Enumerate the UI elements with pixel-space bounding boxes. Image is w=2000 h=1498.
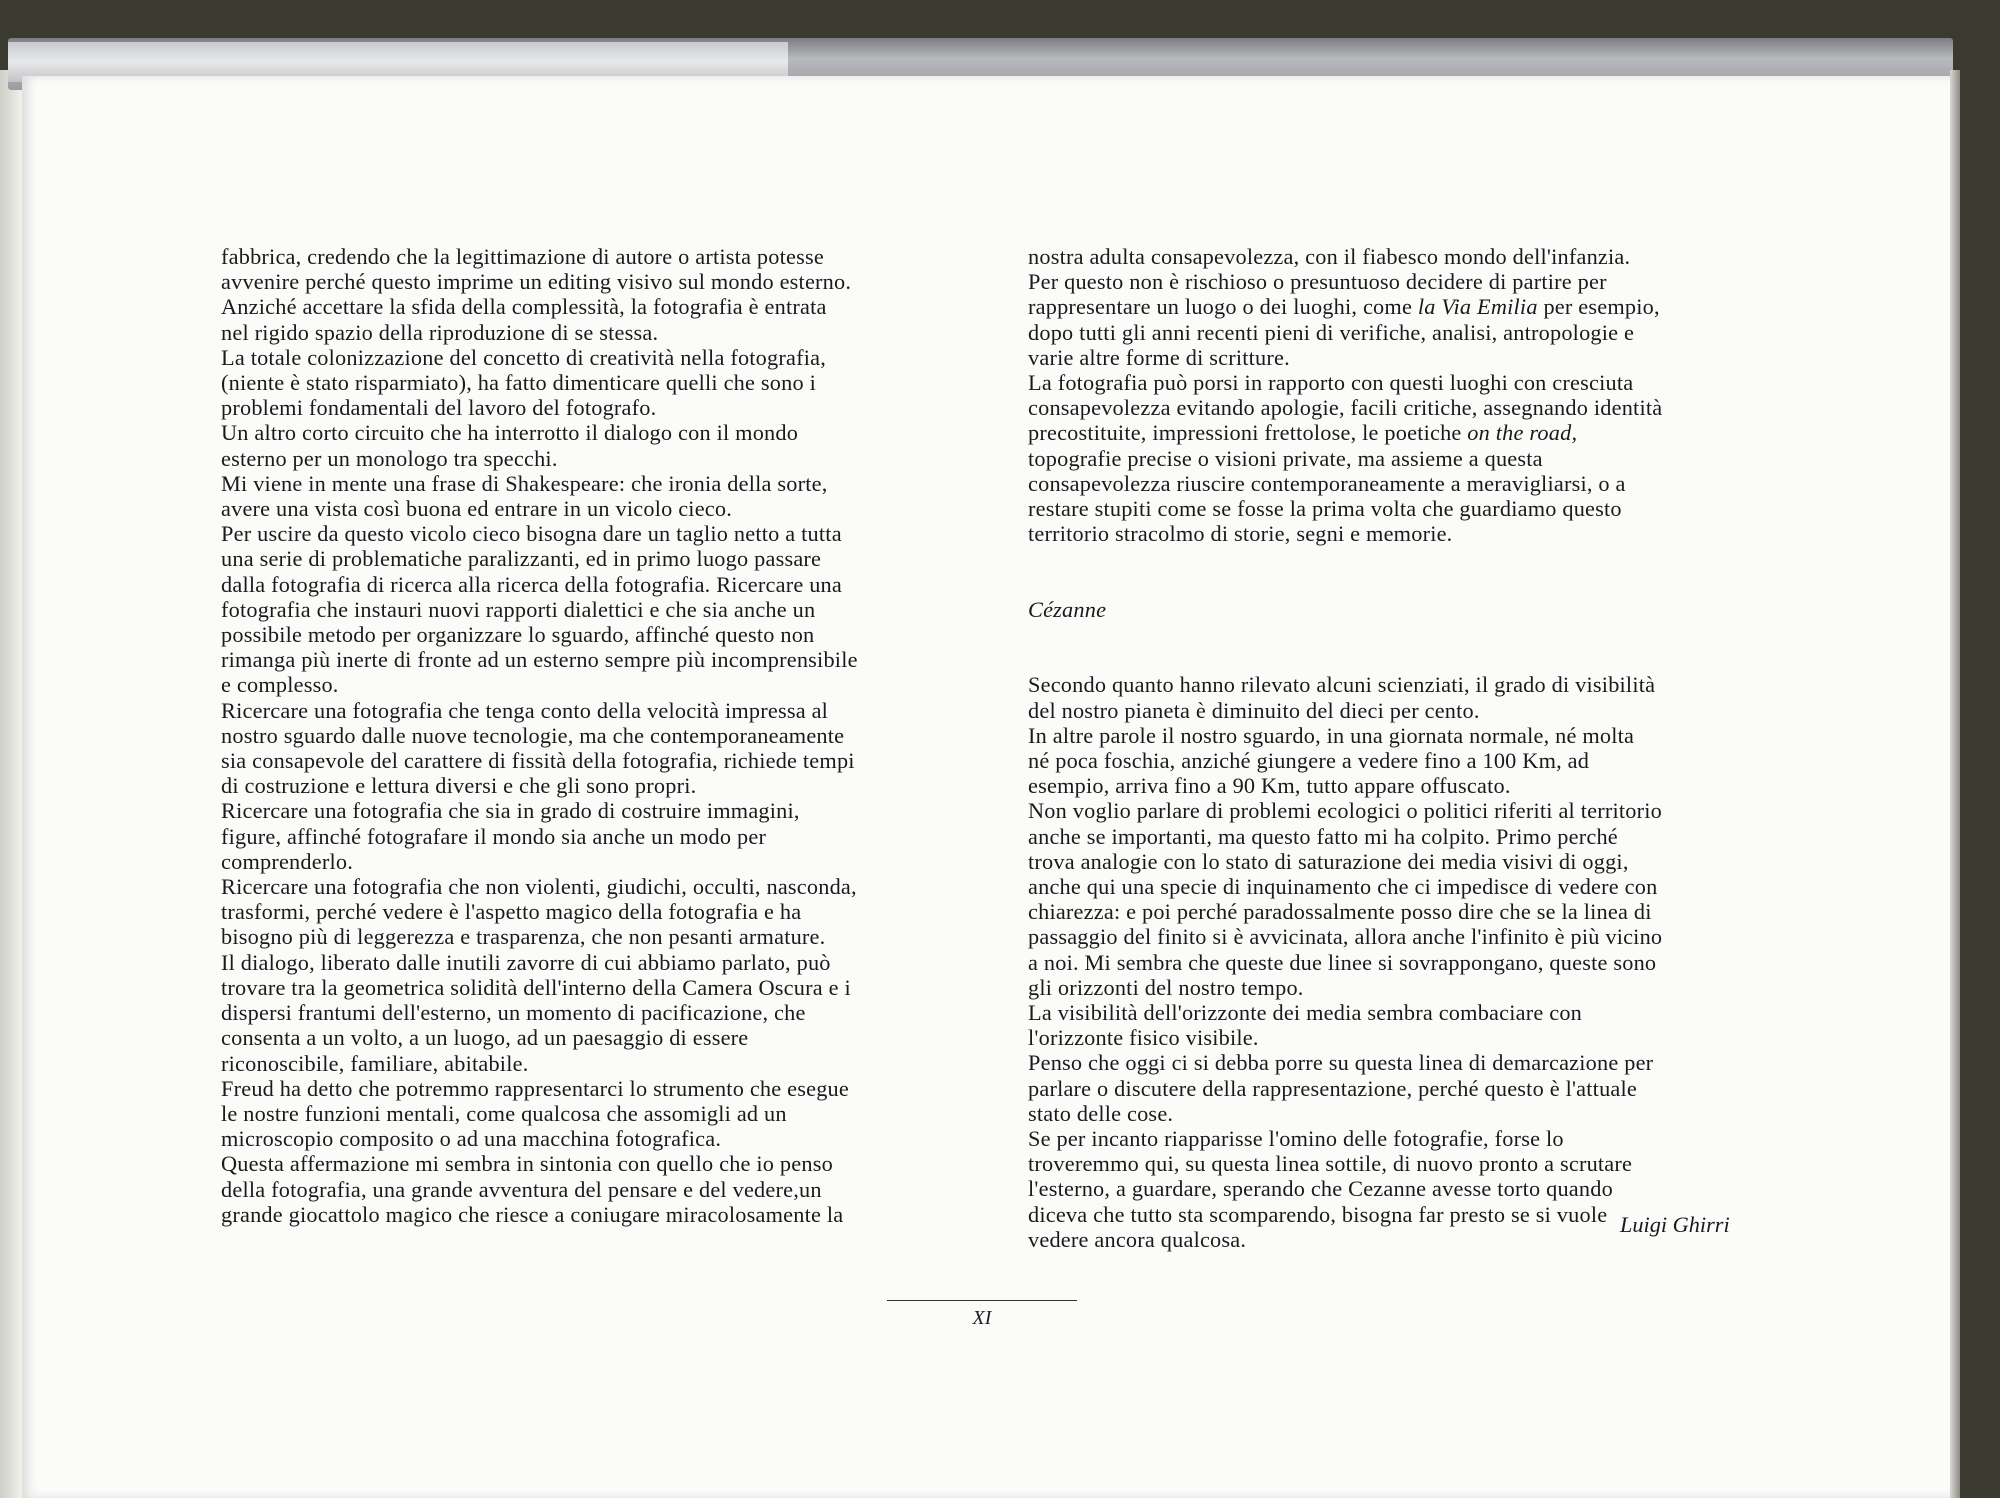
text-line: Freud ha detto che potremmo rappresentarci lo strumento che esegue bbox=[221, 1075, 849, 1101]
text-line: avere una vista così buona ed entrare in un vicolo cieco. bbox=[221, 496, 733, 522]
text-line: consapevolezza riuscire contemporaneamente a meravigliarsi, o a bbox=[1028, 470, 1626, 496]
text-line: l'esterno, a guardare, sperando che Cezanne avesse torto quando bbox=[1028, 1176, 1613, 1202]
text-line: Il dialogo, liberato dalle inutili zavorre di cui abbiamo parlato, può bbox=[221, 949, 831, 975]
text-line: Anziché accettare la sfida della complessità, la fotografia è entrata bbox=[221, 294, 827, 320]
facing-page-edge bbox=[0, 70, 24, 1498]
text-line: consenta a un volto, a un luogo, ad un paesaggio di essere bbox=[221, 1025, 749, 1051]
text-line: Mi viene in mente una frase di Shakespeare: che ironia della sorte, bbox=[221, 470, 828, 496]
text-line: nostra adulta consapevolezza, con il fiabesco mondo dell'infanzia. bbox=[1028, 244, 1631, 269]
text-line: Non voglio parlare di problemi ecologici o politici riferiti al territorio bbox=[1028, 798, 1662, 824]
text-line: Questa affermazione mi sembra in sintonia con quello che io penso bbox=[221, 1151, 833, 1177]
text-line: l'orizzonte fisico visibile. bbox=[1028, 1025, 1259, 1051]
right-column-bottom-text bbox=[1028, 672, 1788, 1252]
text-line: consapevolezza evitando apologie, facili critiche, assegnando identità bbox=[1028, 395, 1663, 421]
text-fragment: per esempio, bbox=[1537, 294, 1660, 320]
text-line: gli orizzonti del nostro tempo. bbox=[1028, 974, 1304, 1000]
text-line: le nostre funzioni mentali, come qualcosa che assomigli ad un bbox=[221, 1100, 787, 1126]
text-line: Se per incanto riapparisse l'omino delle fotografie, forse lo bbox=[1028, 1126, 1564, 1152]
text-line: dalla fotografia di ricerca alla ricerca della fotografia. Ricercare una bbox=[221, 571, 842, 597]
italic-title: la Via Emilia bbox=[1417, 294, 1538, 320]
text-line: parlare o discutere della rappresentazione, perché questo è l'attuale bbox=[1028, 1075, 1638, 1101]
text-line: passaggio del finito si è avvicinata, allora anche l'infinito è più vicino bbox=[1028, 924, 1663, 950]
text-line: diceva che tutto sta scomparendo, bisogna far presto se si vuole bbox=[1028, 1201, 1608, 1227]
text-line: Ricercare una fotografia che sia in grado di costruire immagini, bbox=[221, 798, 800, 824]
text-line: problemi fondamentali del lavoro del fotografo. bbox=[221, 395, 657, 421]
text-line: Per uscire da questo vicolo cieco bisogna dare un taglio netto a tutta bbox=[221, 521, 842, 547]
author-signature: Luigi Ghirri bbox=[1620, 1212, 1730, 1237]
text-line: territorio stracolmo di storie, segni e memorie. bbox=[1028, 521, 1453, 547]
text-line: trova analogie con lo stato di saturazione dei media visivi di oggi, bbox=[1028, 848, 1629, 874]
italic-title: on the road, bbox=[1467, 420, 1578, 446]
text-line: bisogno più di leggerezza e trasparenza, che non pesanti armature. bbox=[221, 924, 826, 950]
text-line: riconoscibile, familiare, abitabile. bbox=[221, 1050, 529, 1076]
right-column-top-text bbox=[1028, 244, 1788, 546]
text-fragment: precostituite, impressioni frettolose, le poetiche bbox=[1028, 420, 1468, 446]
text-line: Per questo non è rischioso o presuntuoso decidere di partire per bbox=[1028, 269, 1607, 295]
text-line: restare stupiti come se fosse la prima volta che guardiamo questo bbox=[1028, 496, 1622, 522]
text-line: Ricercare una fotografia che non violenti, giudichi, occulti, nasconda, bbox=[221, 874, 857, 900]
text-line: dopo tutti gli anni recenti pieni di verifiche, analisi, antropologie e bbox=[1028, 319, 1635, 345]
text-line bbox=[1028, 294, 1788, 319]
text-line: Secondo quanto hanno rilevato alcuni scienziati, il grado di visibilità bbox=[1028, 672, 1656, 698]
text-line: Un altro corto circuito che ha interrotto il dialogo con il mondo bbox=[221, 420, 799, 446]
text-line: (niente è stato risparmiato), ha fatto dimenticare quelli che sono i bbox=[221, 370, 816, 396]
text-line: microscopio composito o ad una macchina fotografica. bbox=[221, 1126, 722, 1152]
page-right-edge bbox=[1950, 70, 1960, 1498]
text-line: topografie precise o visioni private, ma assieme a questa bbox=[1028, 445, 1543, 471]
page-number: XI bbox=[972, 1307, 992, 1329]
text-line: grande giocattolo magico che riesce a coniugare miracolosamente la bbox=[221, 1201, 844, 1227]
text-line: comprenderlo. bbox=[221, 848, 353, 874]
text-line: sia consapevole del carattere di fissità della fotografia, richiede tempi bbox=[221, 748, 855, 774]
folio-rule bbox=[887, 1300, 1077, 1301]
text-line: e complesso. bbox=[221, 672, 339, 698]
text-line: fotografia che instauri nuovi rapporti dialettici e che sia anche un bbox=[221, 596, 816, 622]
text-line: a noi. Mi sembra che queste due linee si sovrappongano, queste sono bbox=[1028, 949, 1657, 975]
text-line: fabbrica, credendo che la legittimazione di autore o artista potesse bbox=[221, 244, 824, 269]
text-line: né poca foschia, anziché giungere a vedere fino a 100 Km, ad bbox=[1028, 748, 1590, 773]
text-line: Ricercare una fotografia che tenga conto della velocità impressa al bbox=[221, 697, 829, 723]
text-line: La visibilità dell'orizzonte dei media sembra combaciare con bbox=[1028, 1000, 1583, 1026]
text-line: avvenire perché questo imprime un editing visivo sul mondo esterno. bbox=[221, 269, 852, 295]
text-line: varie altre forme di scritture. bbox=[1028, 344, 1290, 370]
text-line: nostro sguardo dalle nuove tecnologie, ma che contemporaneamente bbox=[221, 722, 845, 748]
text-line: La totale colonizzazione del concetto di creatività nella fotografia, bbox=[221, 344, 826, 370]
text-line: una serie di problematiche paralizzanti, ed in primo luogo passare bbox=[221, 546, 822, 572]
text-line: della fotografia, una grande avventura del pensare e del vedere,un bbox=[221, 1176, 822, 1202]
text-line: troveremmo qui, su questa linea sottile, di nuovo pronto a scrutare bbox=[1028, 1151, 1633, 1177]
text-line: nel rigido spazio della riproduzione di se stessa. bbox=[221, 319, 659, 345]
section-heading: Cézanne bbox=[1028, 596, 1107, 622]
text-line: stato delle cose. bbox=[1028, 1100, 1174, 1126]
text-line: dispersi frantumi dell'esterno, un momento di pacificazione, che bbox=[221, 1000, 806, 1026]
text-line: La fotografia può porsi in rapporto con questi luoghi con cresciuta bbox=[1028, 370, 1634, 396]
text-line: esterno per un monologo tra specchi. bbox=[221, 445, 558, 471]
text-line: anche qui una specie di inquinamento che ci impedisce di vedere con bbox=[1028, 874, 1658, 900]
text-line: trovare tra la geometrica solidità dell'interno della Camera Oscura e i bbox=[221, 974, 851, 1000]
text-line: trasformi, perché vedere è l'aspetto magico della fotografia e ha bbox=[221, 899, 802, 925]
text-line: rimanga più inerte di fronte ad un esterno sempre più incomprensibile bbox=[221, 647, 858, 673]
text-line: Penso che oggi ci si debba porre su questa linea di demarcazione per bbox=[1028, 1050, 1654, 1076]
text-line: esempio, arriva fino a 90 Km, tutto appare offuscato. bbox=[1028, 773, 1511, 799]
text-line: chiarezza: e poi perché paradossalmente posso dire che se la linea di bbox=[1028, 899, 1652, 925]
text-line: del nostro pianeta è diminuito del dieci per cento. bbox=[1028, 697, 1480, 723]
text-line: In altre parole il nostro sguardo, in una giornata normale, né molta bbox=[1028, 722, 1635, 748]
text-line: anche se importanti, ma questo fatto mi ha colpito. Primo perché bbox=[1028, 823, 1618, 849]
text-line bbox=[1028, 420, 1788, 445]
text-line: vedere ancora qualcosa. bbox=[1028, 1226, 1247, 1252]
text-line: possibile metodo per organizzare lo sguardo, affinché questo non bbox=[221, 622, 815, 648]
text-fragment: rappresentare un luogo o dei luoghi, come bbox=[1028, 294, 1418, 320]
text-line: di costruzione e lettura diversi e che gli sono propri. bbox=[221, 773, 697, 799]
right-text-column bbox=[1028, 244, 1788, 1252]
text-line: figure, affinché fotografare il mondo sia anche un modo per bbox=[221, 823, 767, 849]
left-text-column bbox=[221, 244, 981, 1227]
